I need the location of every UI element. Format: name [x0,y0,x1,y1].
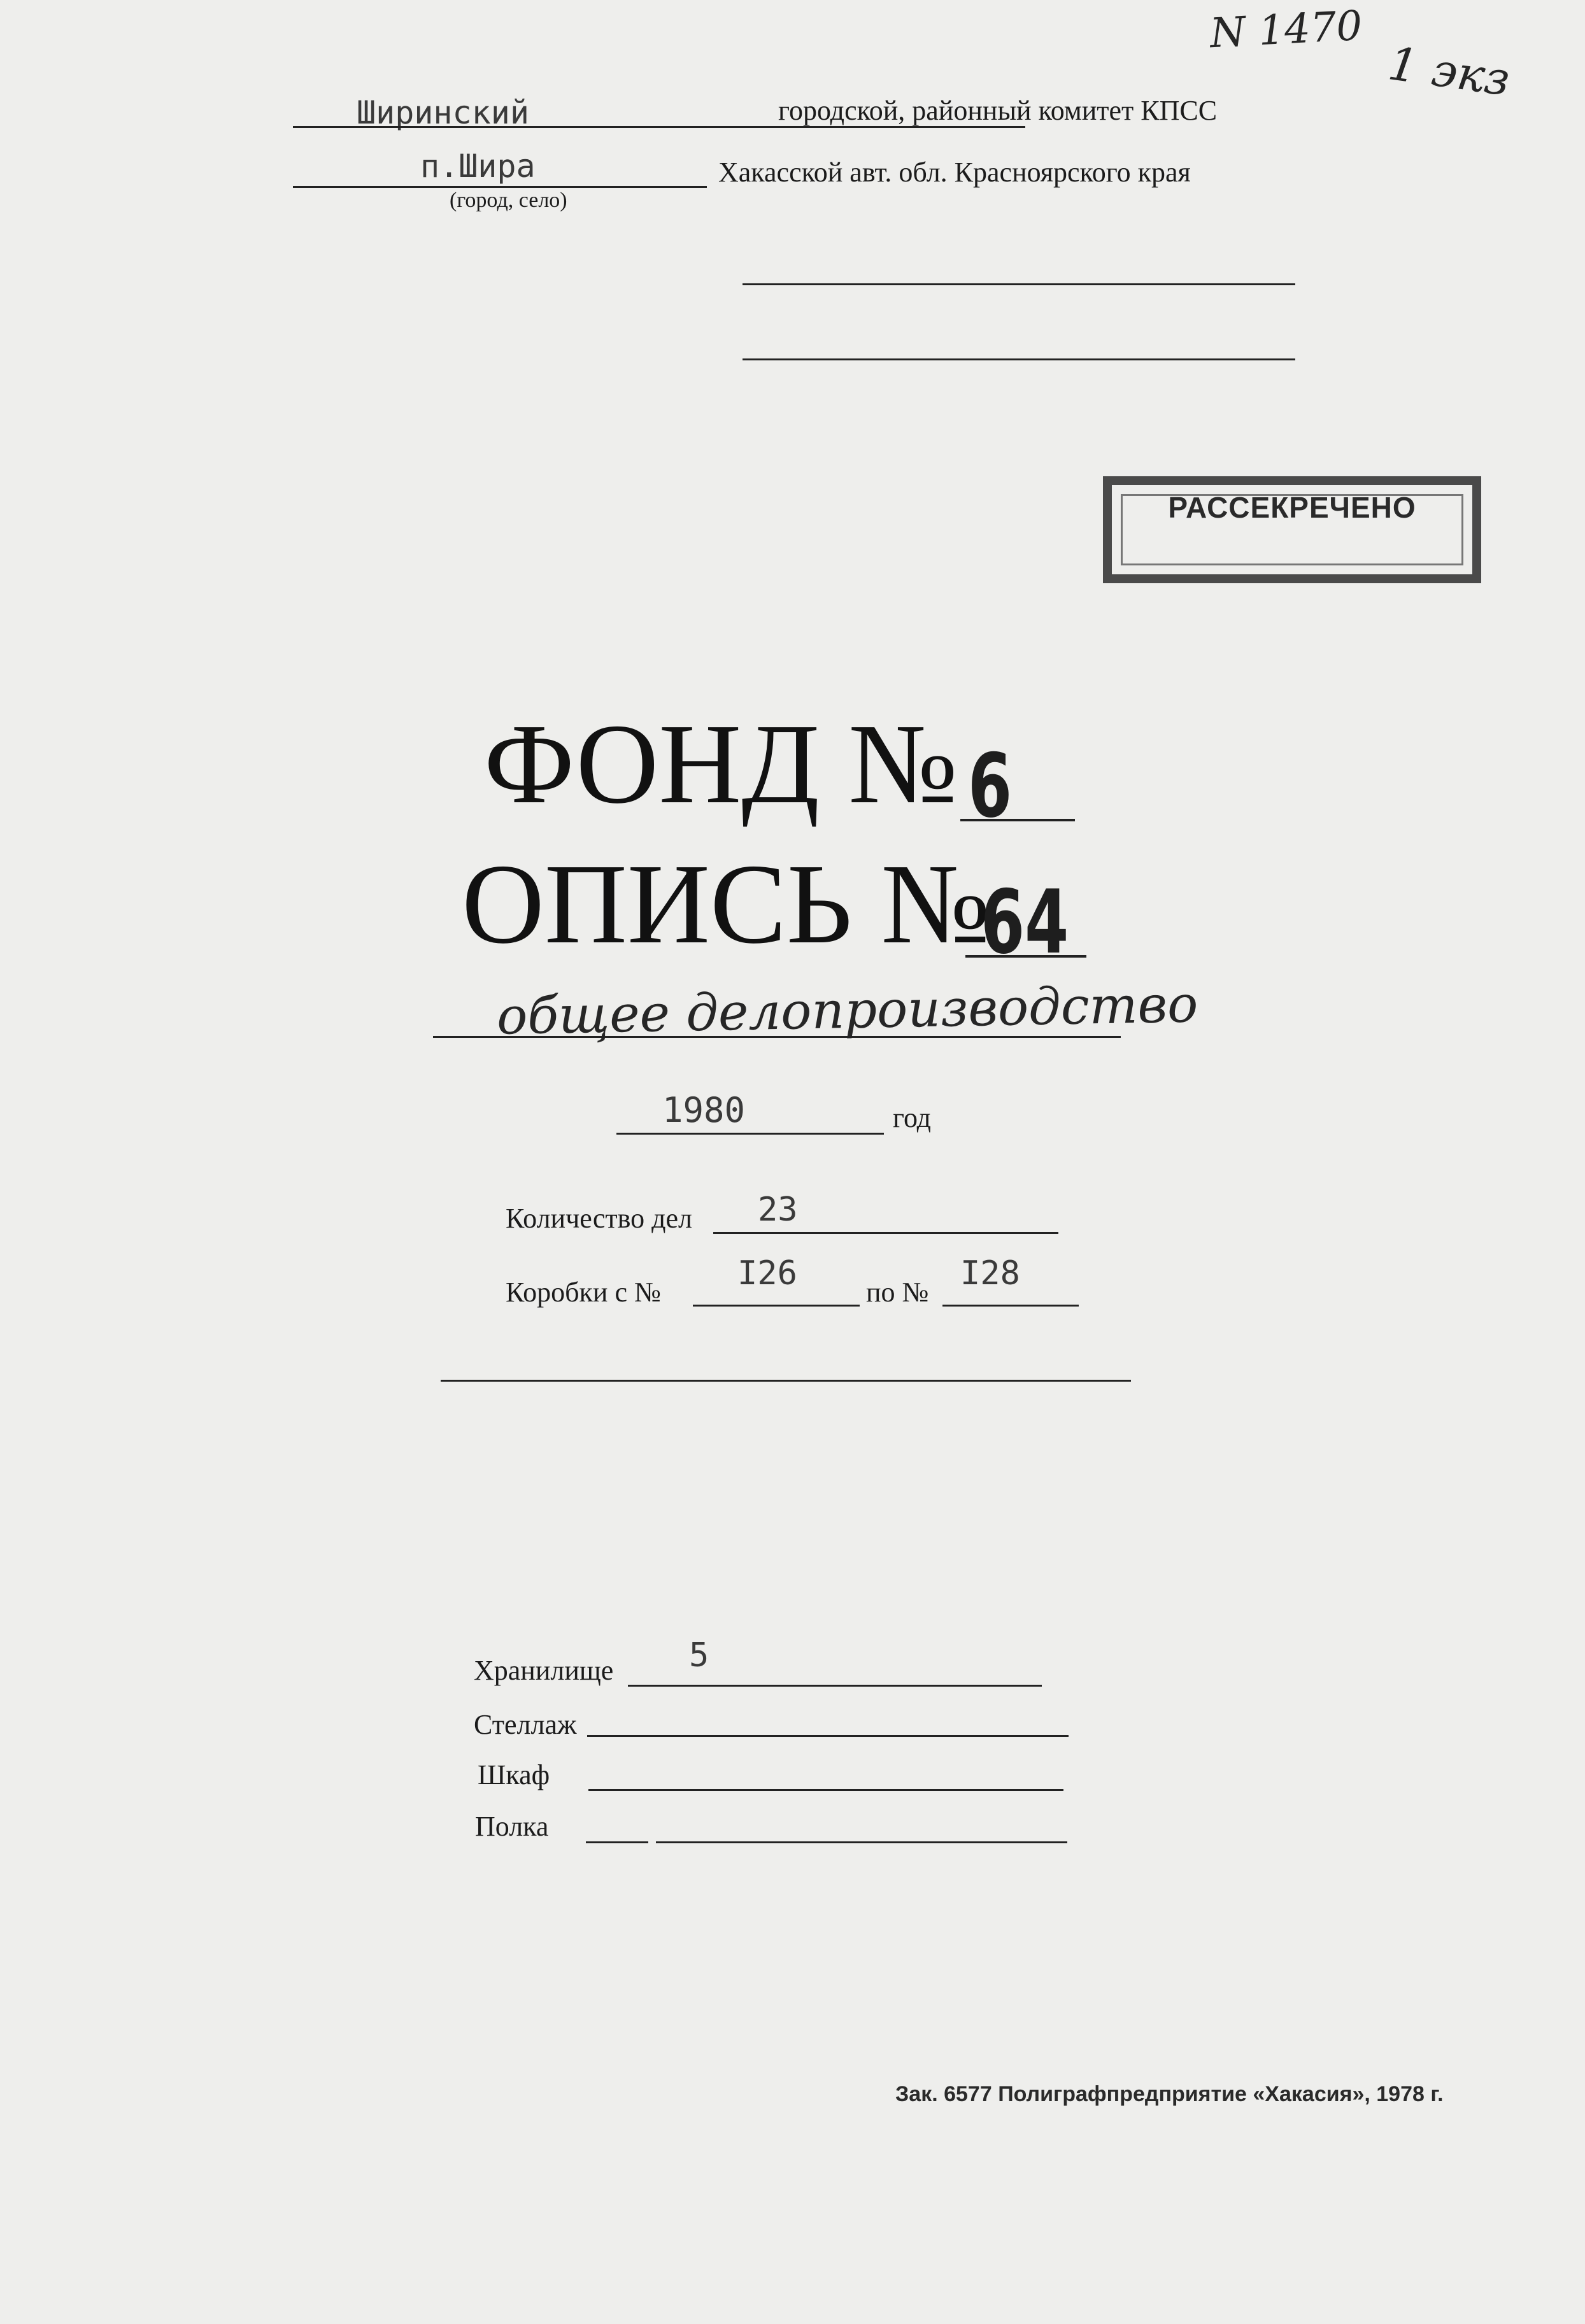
rack-label: Стеллаж [474,1709,577,1740]
settlement-name: п.Шира [420,148,536,185]
blank-line-2 [743,358,1295,360]
cases-value: 23 [758,1191,798,1229]
blank-line-1 [743,283,1295,285]
region-text: Хакасской авт. обл. Красноярского края [718,157,1191,188]
section-divider [441,1380,1131,1382]
cabinet-label: Шкаф [478,1759,550,1790]
rack-underline [587,1735,1069,1737]
year-value: 1980 [662,1090,746,1130]
cases-label: Количество дел [506,1203,692,1234]
copies-handwritten: 1 экз [1385,36,1514,106]
boxes-from-label: Коробки с № [506,1277,661,1308]
opis-number: 64 [981,871,1069,974]
year-underline [616,1133,884,1135]
shelf-underline-short [586,1841,648,1843]
fond-number-underline [960,819,1075,821]
repository-label: Хранилище [474,1655,614,1686]
declassified-stamp-text: РАССЕКРЕЧЕНО [1168,491,1416,524]
settlement-caption: (город, село) [450,188,567,212]
fond-label: ФОНД № [484,700,958,827]
committee-suffix: городской, районный комитет КПСС [778,95,1218,126]
repository-underline [628,1685,1042,1687]
boxes-to-label: по № [866,1277,929,1308]
opis-label: ОПИСЬ № [462,840,991,967]
boxes-to-underline [942,1305,1079,1307]
fond-number: 6 [968,735,1013,837]
boxes-from-underline [693,1305,860,1307]
shelf-label: Полка [475,1811,549,1842]
cabinet-underline [588,1789,1063,1791]
shelf-underline-long [656,1841,1067,1843]
boxes-from-value: I26 [737,1254,797,1293]
opis-number-underline [965,955,1086,958]
settlement-underline [293,186,707,188]
repository-value: 5 [689,1636,709,1675]
opis-description-handwritten: общее делопроизводство [496,974,1198,1046]
printer-imprint: Зак. 6577 Полиграфпредприятие «Хакасия», 1978 г. [895,2082,1444,2106]
year-label: год [893,1102,932,1133]
committee-name: Ширинский [357,94,529,131]
file-number-handwritten: N 1470 [1209,2,1363,58]
cases-underline [713,1232,1058,1234]
description-underline [433,1036,1121,1038]
boxes-to-value: I28 [960,1254,1020,1293]
